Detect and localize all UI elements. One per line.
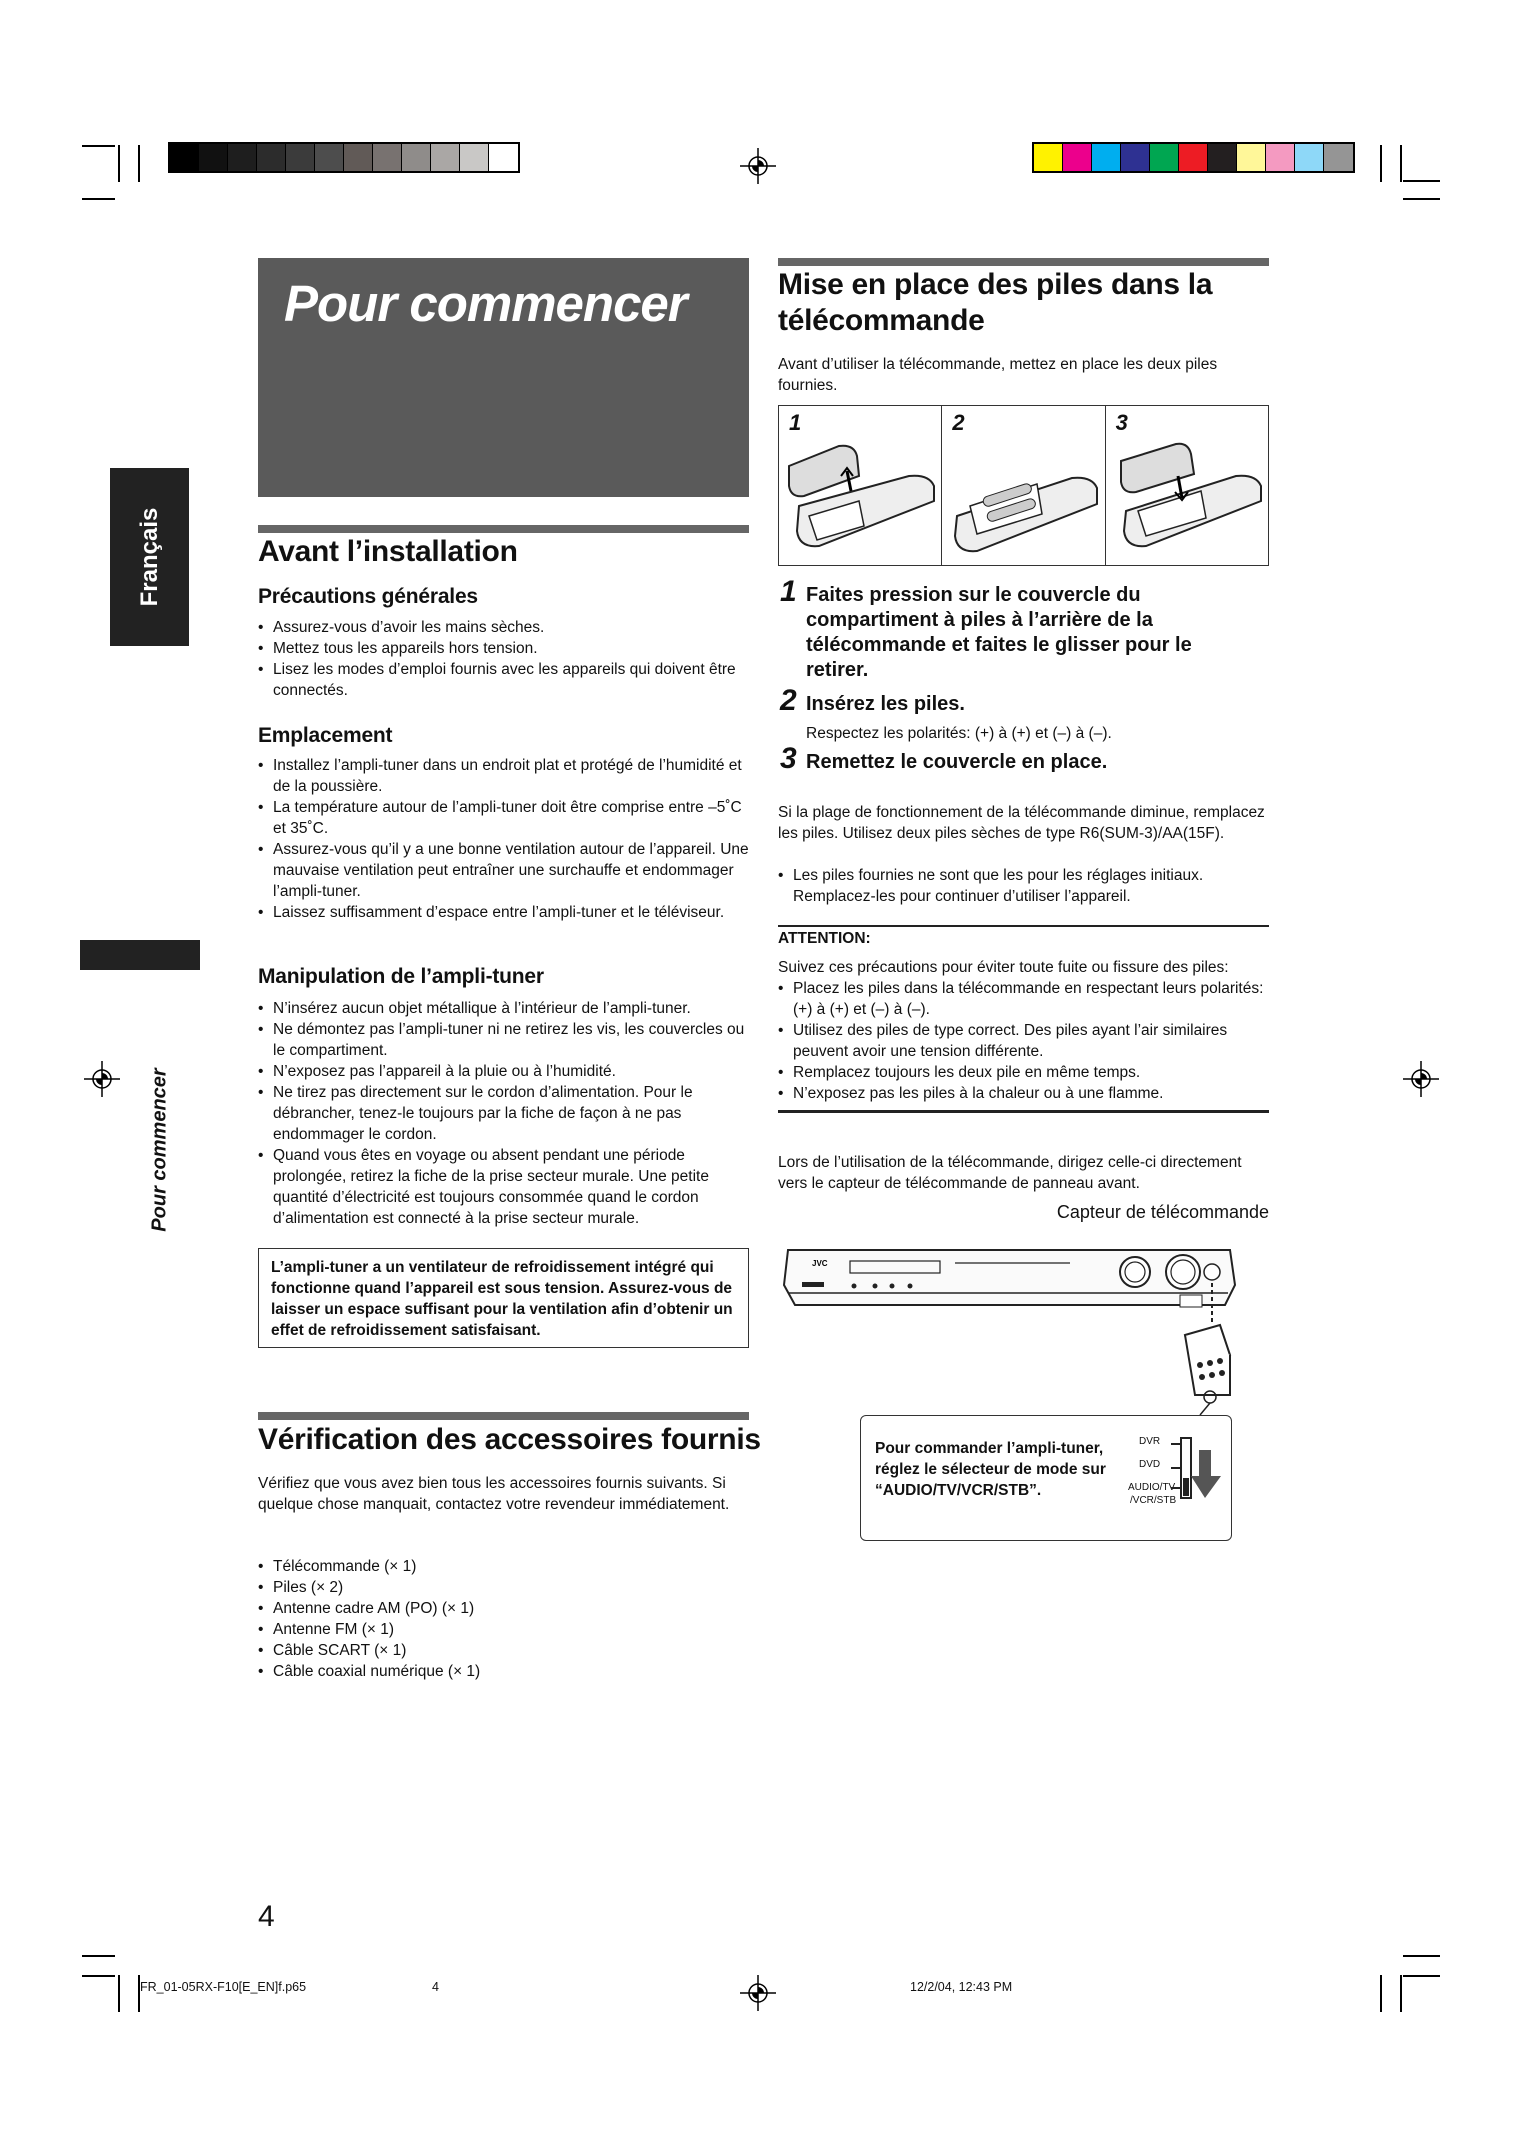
color-swatch xyxy=(431,144,460,171)
subheading-emplacement: Emplacement xyxy=(258,724,393,747)
section-heading-piles xyxy=(778,267,1212,339)
registration-target-icon xyxy=(740,148,776,184)
ventilation-note-box xyxy=(258,1248,749,1348)
section-marker-bar xyxy=(80,940,200,970)
figure-number: 2 xyxy=(952,410,965,435)
color-swatch xyxy=(1121,144,1150,171)
list-item: • Ne démontez pas l’ampli-tuner ni ne retirez les vis, les couvercles ou le compartiment. xyxy=(258,1019,749,1061)
emplacement-list xyxy=(258,755,749,923)
list-item: • Câble SCART (× 1) xyxy=(258,1640,749,1661)
chapter-title-block xyxy=(258,258,749,497)
figure-panel xyxy=(779,406,942,565)
list-item: • Câble coaxial numérique (× 1) xyxy=(258,1661,749,1682)
step-subtext: Respectez les polarités: (+) à (+) et (–) à (–). xyxy=(806,725,1112,742)
step-text: Remettez le couvercle en place. xyxy=(806,751,1108,773)
list-item: • Remplacez toujours les deux pile en même temps. xyxy=(778,1062,1269,1083)
step-number: 1 xyxy=(780,575,797,608)
list-item: • Antenne FM (× 1) xyxy=(258,1619,749,1640)
list-item: • Assurez-vous qu’il y a une bonne ventilation autour de l’appareil. Une mauvaise ventilation peut entraîner une surchauffe et endommager l’ampli-tuner. xyxy=(258,839,749,902)
battery-steps-figure xyxy=(778,405,1269,566)
footer-timestamp: 12/2/04, 12:43 PM xyxy=(910,1980,1013,1994)
color-swatch xyxy=(1295,144,1324,171)
list-item: • Les piles fournies ne sont que les pour les réglages initiaux. Remplacez-les pour continuer d’utiliser l’appareil. xyxy=(778,865,1269,907)
list-item: • Quand vous êtes en voyage ou absent pendant une période prolongée, retirez la fiche de la prise secteur murale. Une petite quantité d’électricité est toujours consommée quand le cordon d’alimentation est connecté à la prise secteur murale. xyxy=(258,1145,749,1229)
registration-target-icon xyxy=(740,1975,776,2011)
step-number: 3 xyxy=(780,742,797,775)
color-swatch xyxy=(257,144,286,171)
figure-number: 3 xyxy=(1115,410,1128,435)
figure-number: 1 xyxy=(789,410,802,435)
list-item: • Piles (× 2) xyxy=(258,1577,749,1598)
range-note: Si la plage de fonctionnement de la télécommande diminue, remplacez les piles. Utilisez deux piles sèches de type R6(SUM-3)/AA(15F). xyxy=(778,804,1265,842)
language-tab xyxy=(110,468,189,646)
color-swatch xyxy=(228,144,257,171)
switch-label: AUDIO/TV xyxy=(1128,1482,1176,1493)
range-bullet-list xyxy=(778,865,1269,907)
piles-intro: Avant d’utiliser la télécommande, mettez en place les deux piles fournies. xyxy=(778,356,1218,394)
section-heading-line: Mise en place des piles dans la xyxy=(778,268,1213,301)
switch-label: DVD xyxy=(1139,1459,1161,1470)
color-swatch xyxy=(1179,144,1208,171)
registration-target-icon xyxy=(84,1061,120,1097)
color-swatch xyxy=(1324,144,1353,171)
color-swatch xyxy=(1150,144,1179,171)
color-swatch xyxy=(1208,144,1237,171)
color-swatch xyxy=(286,144,315,171)
remote-cover-replace-illustration xyxy=(1106,406,1268,564)
subheading-precautions: Précautions générales xyxy=(258,585,478,608)
list-item: • Utilisez des piles de type correct. Des piles ayant l’air similaires peuvent avoir une tension différente. xyxy=(778,1020,1269,1062)
footer-page: 4 xyxy=(432,1980,439,1994)
mode-selector-callout xyxy=(860,1415,1232,1541)
section-heading-accessoires: Vérification des accessoires fournis xyxy=(258,1423,761,1456)
section-heading-avant: Avant l’installation xyxy=(258,535,518,568)
registration-target-icon xyxy=(1403,1061,1439,1097)
figure-panel xyxy=(1106,406,1268,565)
figure-panel xyxy=(942,406,1105,565)
switch-label: /VCR/STB xyxy=(1130,1495,1177,1506)
color-swatch xyxy=(1237,144,1266,171)
list-item: • N’exposez pas l’appareil à la pluie ou à l’humidité. xyxy=(258,1061,749,1082)
color-swatch xyxy=(344,144,373,171)
step-text: Insérez les piles. xyxy=(806,693,965,715)
list-item: • Mettez tous les appareils hors tension. xyxy=(258,638,749,659)
page-number: 4 xyxy=(258,1900,275,1933)
mode-switch-icon xyxy=(1167,1436,1227,1516)
color-swatch xyxy=(1092,144,1121,171)
section-side-label: Pour commencer xyxy=(148,1068,171,1232)
brand-logo: JVC xyxy=(812,1259,828,1268)
section-rule xyxy=(258,525,749,533)
remote-cover-remove-illustration xyxy=(779,406,941,564)
sensor-label: Capteur de télécommande xyxy=(1056,1202,1269,1222)
list-item: • Lisez les modes d’emploi fournis avec les appareils qui doivent être connectés. xyxy=(258,659,749,701)
color-swatch xyxy=(460,144,489,171)
color-swatch xyxy=(1266,144,1295,171)
color-swatch xyxy=(489,144,518,171)
ventilation-note-text: L’ampli-tuner a un ventilateur de refroidissement intégré qui fonctionne quand l’appareil est sous tension. Assurez-vous de laisser un espace suffisant pour la ventilation afin d’obtenir un effet de refroidissement satisfaisant. xyxy=(271,1259,733,1339)
accessoires-intro: Vérifiez que vous avez bien tous les accessoires fournis suivants. Si quelque chose manquait, contactez votre revendeur immédiatement. xyxy=(258,1475,730,1513)
color-swatch xyxy=(402,144,431,171)
step-number: 2 xyxy=(780,684,797,717)
manipulation-list xyxy=(258,998,749,1229)
language-tab-label: Français xyxy=(135,507,163,607)
color-swatch xyxy=(199,144,228,171)
list-item: • La température autour de l’ampli-tuner doit être comprise entre –5˚C et 35˚C. xyxy=(258,797,749,839)
gray-color-bar xyxy=(168,142,520,173)
chapter-title: Pour commencer xyxy=(284,275,687,332)
list-item: • Télécommande (× 1) xyxy=(258,1556,749,1577)
section-rule xyxy=(778,258,1269,266)
switch-label: DVR xyxy=(1139,1436,1161,1447)
battery-insert-illustration xyxy=(942,406,1104,564)
section-heading-line: télécommande xyxy=(778,304,985,337)
attention-label: ATTENTION: xyxy=(778,930,871,947)
list-item: • N’insérez aucun objet métallique à l’intérieur de l’ampli-tuner. xyxy=(258,998,749,1019)
process-color-bar xyxy=(1032,142,1355,173)
section-rule xyxy=(258,1412,749,1420)
step-text: Faites pression sur le couvercle du compartiment à piles à l’arrière de la télécommande et faites le glisser pour le retirer. xyxy=(806,584,1192,681)
color-swatch xyxy=(1034,144,1063,171)
usage-note: Lors de l’utilisation de la télécommande, dirigez celle-ci directement vers le capteur de télécommande de panneau avant. xyxy=(778,1154,1242,1192)
attention-list xyxy=(778,978,1269,1104)
footer-filename: FR_01-05RX-F10[E_EN]f.p65 xyxy=(140,1980,307,1994)
subheading-manipulation: Manipulation de l’ampli-tuner xyxy=(258,965,544,988)
list-item: • Assurez-vous d’avoir les mains sèches. xyxy=(258,617,749,638)
receiver-remote-illustration xyxy=(780,1225,1240,1415)
color-swatch xyxy=(373,144,402,171)
precautions-list xyxy=(258,617,749,701)
list-item: • Laissez suffisamment d’espace entre l’ampli-tuner et le téléviseur. xyxy=(258,902,749,923)
list-item: • Ne tirez pas directement sur le cordon d’alimentation. Pour le débrancher, tenez-le toujours par la fiche de façon à ne pas endommager le cordon. xyxy=(258,1082,749,1145)
attention-intro: Suivez ces précautions pour éviter toute fuite ou fissure des piles: xyxy=(778,959,1229,976)
list-item: • Antenne cadre AM (PO) (× 1) xyxy=(258,1598,749,1619)
list-item: • Placez les piles dans la télécommande en respectant leurs polarités: (+) à (+) et (–) à (–). xyxy=(778,978,1269,1020)
color-swatch xyxy=(1063,144,1092,171)
list-item: • N’exposez pas les piles à la chaleur ou à une flamme. xyxy=(778,1083,1269,1104)
list-item: • Installez l’ampli-tuner dans un endroit plat et protégé de l’humidité et de la poussière. xyxy=(258,755,749,797)
color-swatch xyxy=(170,144,199,171)
color-swatch xyxy=(315,144,344,171)
accessoires-list xyxy=(258,1556,749,1682)
callout-text: Pour commander l’ampli-tuner, réglez le sélecteur de mode sur “AUDIO/TV/VCR/STB”. xyxy=(875,1440,1106,1499)
